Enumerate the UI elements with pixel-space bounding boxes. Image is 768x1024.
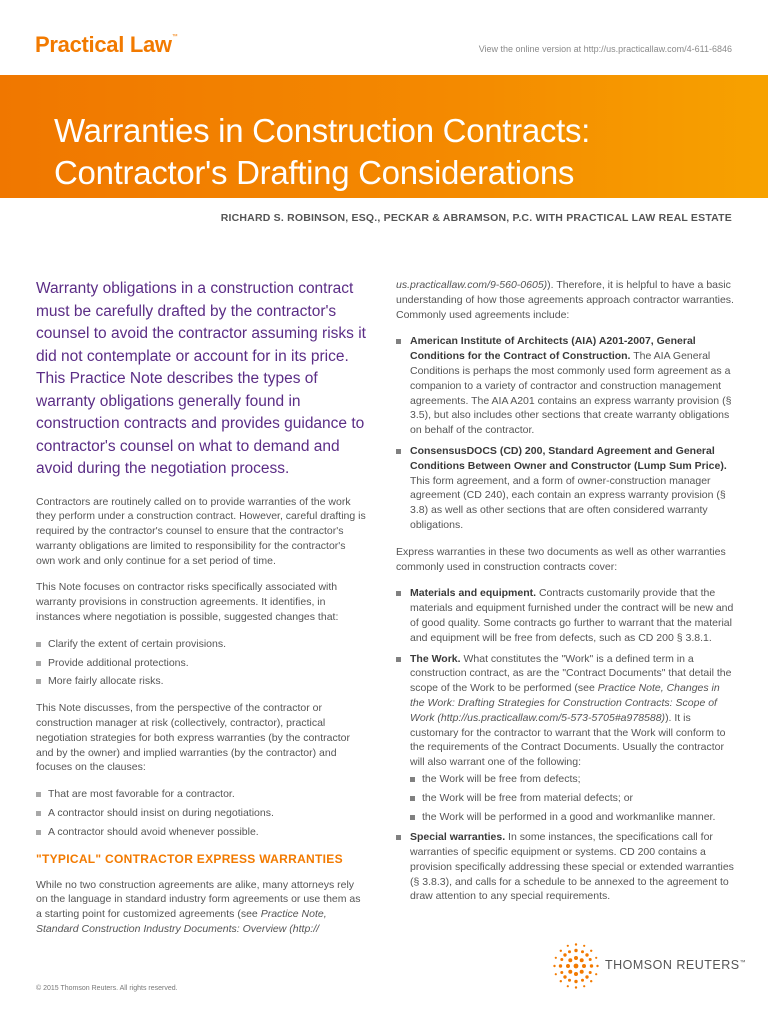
list-item-special: Special warranties. In some instances, the specifications call for warranties of specific equipment or systems. CD 200 contains a provision specifically addressing these special or extended warranties (§ 3.8.3), and calls for a schedule to be annexed to the agreement to draw attention to any special requirements. [396,830,736,904]
list-item: That are most favorable for a contractor. [36,787,366,802]
bullet-icon [396,591,401,596]
work-sublist [410,772,736,824]
practice-note-link[interactable]: Practice Note, Standard Construction Industry Documents: Overview (http:// [36,908,327,936]
agreements-paragraph: While no two construction agreements are alike, many attorneys rely on the language in standard industry form agreements or use them as a starting point for customized agreements (see Practice Note, Standard Construction Industry Documents: Overview (http:// [36,878,361,936]
list-item: the Work will be performed in a good and workmanlike manner. [410,810,736,825]
bullet-icon [36,830,41,835]
title-banner [0,75,768,198]
list-item: Clarify the extent of certain provisions. [36,637,366,652]
list-item-work: The Work. What constitutes the "Work" is a defined term in a construction contract, as are the "Contract Documents" that detail the scope of the Work to be performed (see Practice Note, Changes in the Work: Drafting Strategies for Construction Contracts: Scope of Work (http://us.practicallaw.com/5-573-5705#a978588)). It is customary for the contractor to warrant that the Work will conform to the requirements of the Contract Documents. Usually the contractor will also warrant one of the following: the Work will be free from defects; the Work will be free from material defects; or the Work will be performed in a good and workmanlike manner. [396,652,736,825]
changes-list [36,637,366,689]
bullet-icon [396,339,401,344]
bullet-icon [36,679,41,684]
list-item: Provide additional protections. [36,656,366,671]
thomson-reuters-logo-text: THOMSON REUTERS™ [605,958,747,972]
list-item-consensusdocs: ConsensusDOCS (CD) 200, Standard Agreement and General Conditions Between Owner and Constructor (Lump Sum Price). This form agreement, and a form of owner-construction manager agreement (CD 240), each contain an express warranty provision (§ 3.8) as well as other sections that are often considered warranty obligations. [396,444,736,533]
list-item: the Work will be free from material defects; or [410,791,736,806]
agreements-list [396,334,736,532]
copyright-notice: © 2015 Thomson Reuters. All rights reserved. [36,985,178,992]
coverage-list [396,586,736,904]
list-item: More fairly allocate risks. [36,674,366,689]
practice-note-link[interactable]: Practice Note, Changes in the Work: Drafting Strategies for Construction Contracts: Scope of Work (http://us.practicallaw.com/5-573-5705#a978588) [410,682,720,724]
focus-paragraph: This Note focuses on contractor risks specifically associated with warranty provisions in construction agreements. It identifies, in instances where negotiation is possible, suggested changes that: [36,581,339,624]
bullet-icon [410,777,415,782]
coverage-paragraph: Express warranties in these two documents as well as other warranties commonly used in construction contracts cover: [396,545,726,573]
list-item-aia: American Institute of Architects (AIA) A201-2007, General Conditions for the Contract of Construction. The AIA General Conditions is perhaps the most commonly used form agreement as a companion to a variety of contractor and construction management agreements. The AIA A201 contains an express warranty provision (§ 3.5), but also includes other sections that create warranty obligations on behalf of the contractor. [396,334,736,438]
continuation-paragraph: us.practicallaw.com/9-560-0605)). Therefore, it is helpful to have a basic understanding of how those agreements approach contractor warranties. Commonly used agreements include: [396,279,734,321]
thomson-reuters-logo-icon [552,942,600,990]
bullet-icon [36,792,41,797]
intro-paragraph: Contractors are routinely called on to provide warranties of the work they perform under a construction contract. However, careful drafting is required by the contractor's counsel to ensure that the contractor's warranty obligations are limited to responsibility for the contractor's own work and only continue for a set period of time. [36,495,366,567]
lead-paragraph: Warranty obligations in a construction contract must be carefully drafted by the contractor's counsel to avoid the contractor assuming risks it did not contemplate or account for in its price. This Practice Note describes the types of warranty obligations generally found in construction contracts and provides guidance to contractor's counsel on what to demand and avoid during the negotiation process. [36,280,366,477]
online-version-link[interactable]: View the online version at http://us.practicallaw.com/4-611-6846 [478,44,732,54]
bullet-icon [410,815,415,820]
bullet-icon [410,796,415,801]
right-column [396,278,736,916]
page-title [54,110,590,194]
list-item: the Work will be free from defects; [410,772,736,787]
section-heading: "TYPICAL" CONTRACTOR EXPRESS WARRANTIES [36,851,343,866]
bullet-icon [396,449,401,454]
bullet-icon [36,642,41,647]
title-line-2: Contractor's Drafting Considerations [54,154,575,191]
bullet-icon [396,657,401,662]
clauses-list [36,787,366,839]
list-item-materials: Materials and equipment. Contracts customarily provide that the materials and equipment furnished under the contract will be new and of good quality. Some contracts go further to warrant that the material and equipment will be free from defects, such as CD 200 § 3.8.1. [396,586,736,645]
bullet-icon [396,835,401,840]
left-column [36,278,366,949]
bullet-icon [36,661,41,666]
list-item: A contractor should insist on during negotiations. [36,806,366,821]
bullet-icon [36,811,41,816]
discussion-paragraph: This Note discusses, from the perspective of the contractor or construction manager at risk (collectively, contractor), practical negotiation strategies for both express warranties (by the contractor and by the owner) and implied warranties (by the contractor) and focuses on the clauses: [36,702,350,774]
practice-note-link[interactable]: us.practicallaw.com/9-560-0605) [396,279,548,291]
author-byline: RICHARD S. ROBINSON, ESQ., PECKAR & ABRAMSON, P.C. WITH PRACTICAL LAW REAL ESTATE [220,212,732,224]
title-line-1: Warranties in Construction Contracts: [54,112,591,149]
practical-law-logo: Practical Law™ [35,32,178,57]
list-item: A contractor should avoid whenever possible. [36,825,366,840]
